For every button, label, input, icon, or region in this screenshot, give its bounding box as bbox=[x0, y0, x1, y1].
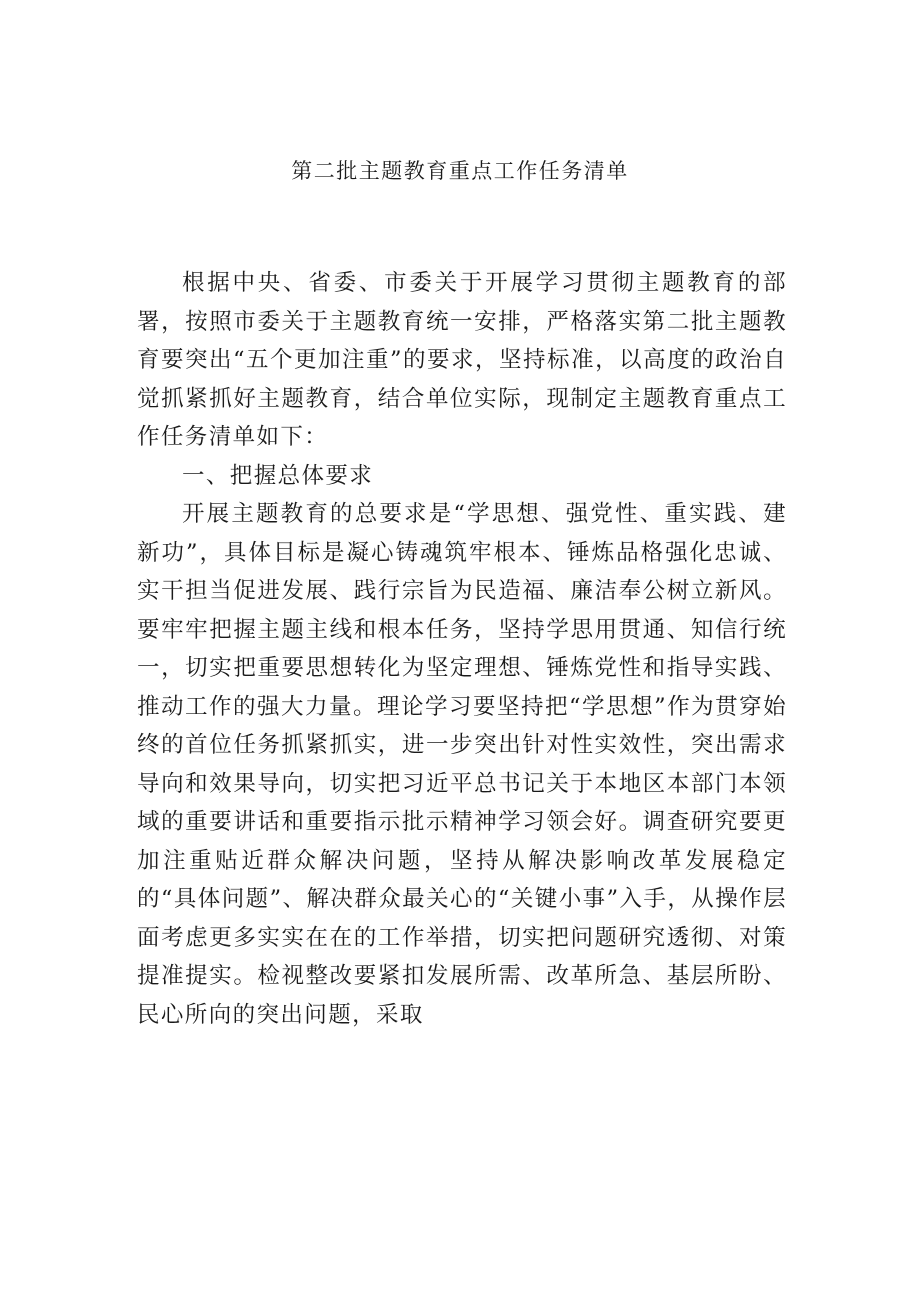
body-paragraph: 开展主题教育的总要求是“学思想、强党性、重实践、建新功”，具体目标是凝心铸魂筑牢根本、锤炼品格强化忠诚、实干担当促进发展、践行宗旨为民造福、廉洁奉公树立新风。要牢牢把握主题主线和根本任务，坚持学思用贯通、知信行统一，切实把重要思想转化为坚定理想、锤炼党性和指导实践、推动工作的强大力量。理论学习要坚持把“学思想”作为贯穿始终的首位任务抓紧抓实，进一步突出针对性实效性，突出需求导向和效果导向，切实把习近平总书记关于本地区本部门本领域的重要讲话和重要指示批示精神学习领会好。调查研究要更加注重贴近群众解决问题，坚持从解决影响改革发展稳定的“具体问题”、解决群众最关心的“关键小事”入手，从操作层面考虑更多实实在在的工作举措，切实把问题研究透彻、对策提准提实。检视整改要紧扣发展所需、改革所急、基层所盼、民心所向的突出问题，采取 bbox=[137, 501, 787, 1028]
document-body bbox=[137, 264, 787, 1034]
intro-paragraph: 根据中央、省委、市委关于开展学习贯彻主题教育的部署，按照市委关于主题教育统一安排，严格落实第二批主题教育要突出“五个更加注重”的要求，坚持标准，以高度的政治自觉抓紧抓好主题教育，结合单位实际，现制定主题教育重点工作任务清单如下： bbox=[137, 270, 787, 450]
document-title: 第二批主题教育重点工作任务清单 bbox=[291, 159, 629, 183]
section-heading: 一、把握总体要求 bbox=[182, 462, 374, 489]
